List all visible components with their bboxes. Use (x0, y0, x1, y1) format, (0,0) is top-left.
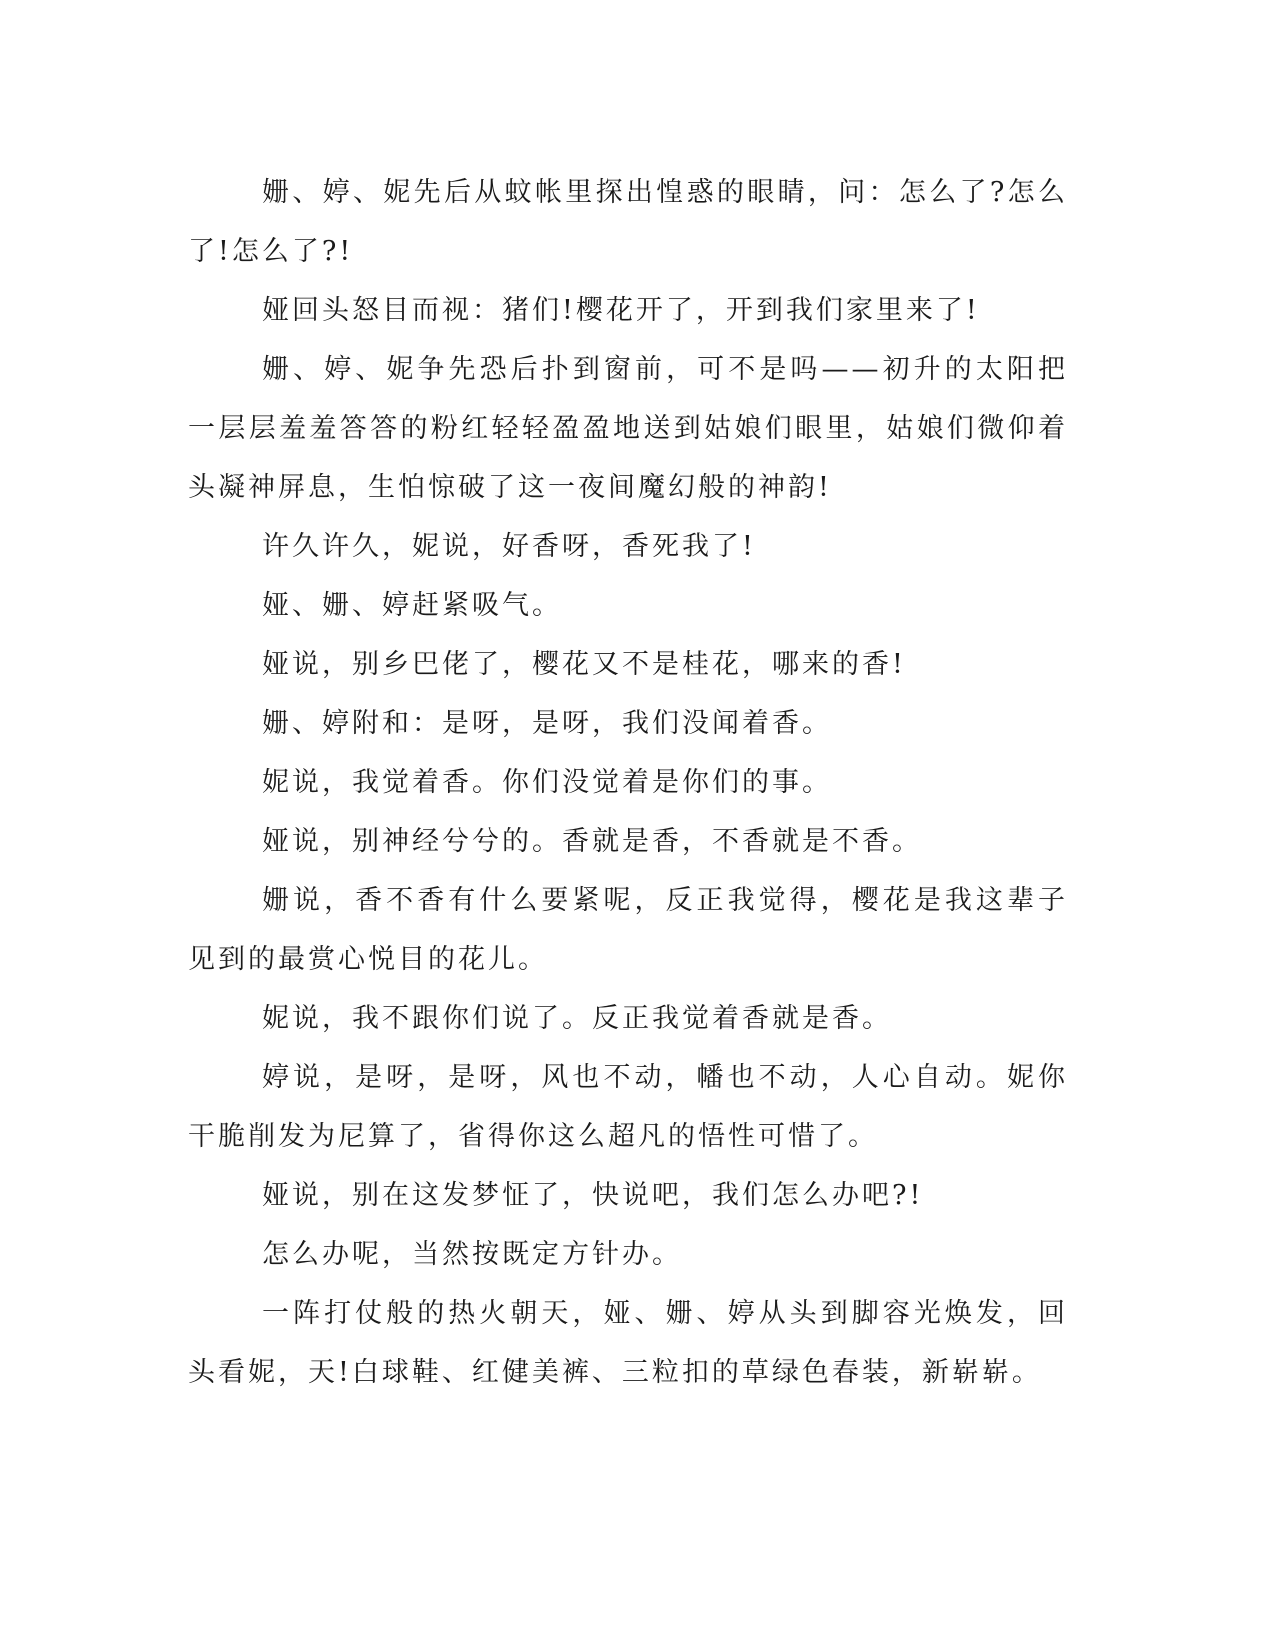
paragraph: 姗、婷、妮先后从蚊帐里探出惶惑的眼睛，问：怎么了?怎么了!怎么了?! (188, 177, 1068, 267)
paragraph: 娅说，别神经兮兮的。香就是香，不香就是不香。 (262, 826, 922, 857)
paragraph: 姗、婷附和：是呀，是呀，我们没闻着香。 (262, 708, 832, 739)
paragraph: 妮说，我觉着香。你们没觉着是你们的事。 (262, 767, 832, 798)
paragraph: 许久许久，妮说，好香呀，香死我了! (262, 531, 756, 562)
paragraph: 姗说，香不香有什么要紧呢，反正我觉得，樱花是我这辈子见到的最赏心悦目的花儿。 (188, 885, 1068, 975)
paragraph: 娅回头怒目而视：猪们!樱花开了，开到我们家里来了! (262, 295, 980, 326)
paragraph: 娅说，别在这发梦怔了，快说吧，我们怎么办吧?! (262, 1180, 924, 1211)
paragraph: 一阵打仗般的热火朝天，娅、姗、婷从头到脚容光焕发，回头看妮，天!白球鞋、红健美裤、三粒扣的草绿色春装，新崭崭。 (188, 1298, 1068, 1388)
paragraph: 婷说，是呀，是呀，风也不动，幡也不动，人心自动。妮你干脆削发为尼算了，省得你这么超凡的悟性可惜了。 (188, 1062, 1068, 1152)
paragraph: 娅说，别乡巴佬了，樱花又不是桂花，哪来的香! (262, 649, 906, 680)
text-body (188, 163, 1068, 1402)
paragraph: 娅、姗、婷赶紧吸气。 (262, 590, 562, 621)
paragraph: 怎么办呢，当然按既定方针办。 (262, 1239, 682, 1270)
paragraph: 姗、婷、妮争先恐后扑到窗前，可不是吗——初升的太阳把一层层羞羞答答的粉红轻轻盈盈地送到姑娘们眼里，姑娘们微仰着头凝神屏息，生怕惊破了这一夜间魔幻般的神韵! (188, 354, 1068, 503)
paragraph: 妮说，我不跟你们说了。反正我觉着香就是香。 (262, 1003, 892, 1034)
